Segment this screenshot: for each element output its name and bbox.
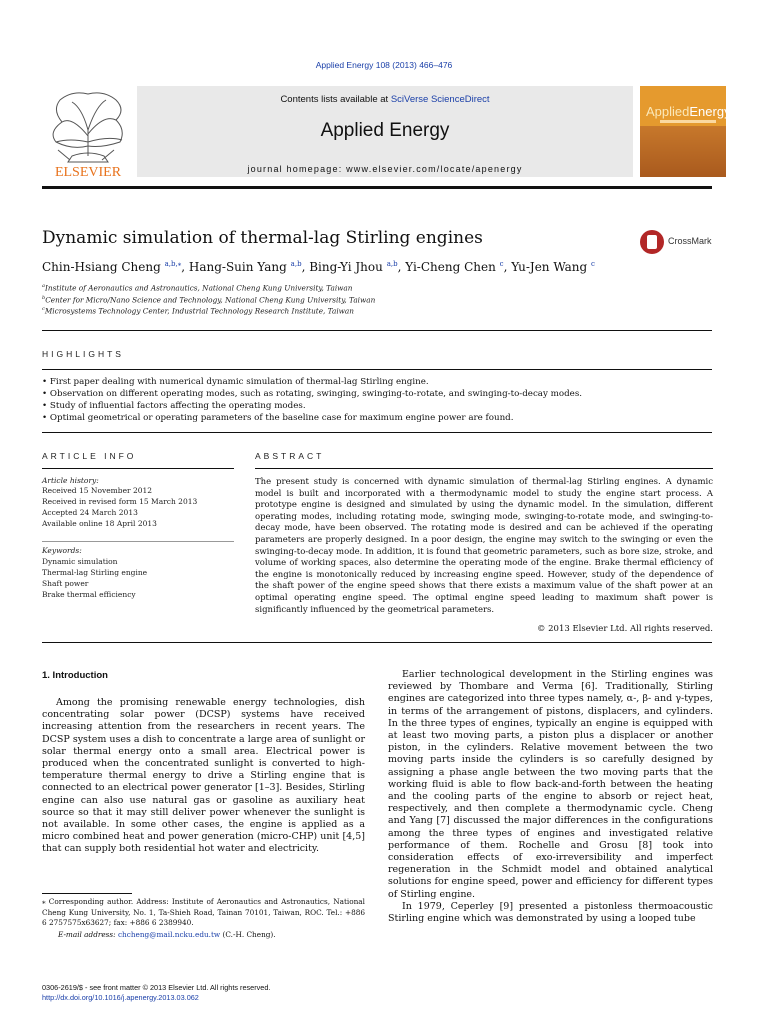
affiliation: $^b$Center for Micro/Nano Science and Technology, National Cheng Kung University, Taiwan [42, 295, 376, 305]
contents-line: Contents lists available at SciVerse ScienceDirect [280, 94, 490, 105]
affiliation: $^c$Microsystems Technology Center, Industrial Technology Research Institute, Taiwan [42, 306, 354, 316]
highlight-item: • First paper dealing with numerical dynamic simulation of thermal-lag Stirling engine. [42, 377, 429, 387]
author-name: Bing-Yi Jhou [309, 260, 383, 274]
highlights-heading: HIGHLIGHTS [42, 349, 124, 359]
sciencedirect-link[interactable]: SciVerse ScienceDirect [390, 94, 490, 105]
divider [42, 330, 712, 331]
journal-homepage[interactable]: journal homepage: www.elsevier.com/locate/apenergy [247, 164, 523, 174]
divider [255, 468, 713, 469]
history-item: Received 15 November 2012 [42, 486, 153, 495]
intro-paragraph-left: Among the promising renewable energy technologies, dish concentrating solar power (DCSP) systems have received increasing attention from the researchers in recent years. The DCSP system uses a dish to concentrate a large area of sunlight or solar thermal energy onto a small area. Electrical power is produced when the concentrated sunlight is converted to high-temperature thermal energy to drive a Stirling engine that is connected to an electrical power generator [1–3]. Besides, Stirling engine can also use natural gas or gasoline as auxiliary heat source so that it may still deliver power whenever the sunlight is not available. In some other cases, the engine is applied as a micro combined heat and power generation (micro-CHP) unit [4,5] that can supply both residential hot water and electricity. [42, 697, 365, 855]
corresponding-author-footnote: ⁎ Corresponding author. Address: Institute of Aeronautics and Astronautics, National Cheng Kung University, No. 1, Ta-Shieh Road, Tainan 70101, Taiwan, ROC. Tel.: +886 6 2757575x63627; fax: +886 6 2389940. [42, 897, 365, 927]
email-link[interactable]: chcheng@mail.ncku.edu.tw [117, 930, 221, 939]
history-label: Article history: [42, 476, 99, 485]
abstract-copyright: © 2013 Elsevier Ltd. All rights reserved. [536, 624, 713, 634]
author-name: Yu-Jen Wang [511, 260, 588, 274]
journal-header-band [137, 86, 633, 177]
section-heading: 1. Introduction [42, 670, 108, 681]
article-title: Dynamic simulation of thermal-lag Stirling engines [42, 228, 483, 248]
journal-reference[interactable]: Applied Energy 108 (2013) 466–476 [315, 60, 453, 70]
author-list: Chin-Hsiang Cheng $^{a,b,⁎}$, Hang-Suin Yang $^{a,b}$, Bing-Yi Jhou $^{a,b}$, Yi-Cheng Chen $^c$, Yu-Jen Wang $^c$ [42, 260, 595, 274]
divider [42, 468, 234, 469]
affiliation: $^a$Institute of Aeronautics and Astronautics, National Cheng Kung University, Taiwan [42, 283, 353, 293]
keyword: Dynamic simulation [42, 557, 118, 566]
author-name: Hang-Suin Yang [188, 260, 287, 274]
intro-paragraph: Earlier technological development in the Stirling engines was reviewed by Thombare and Verma [6]. Traditionally, Stirling engines are categorized into three types namely, α-, β- and γ-types, in terms of the arrangement of pistons, displacers, and cylinders. In the three types of engines, typically an engine is equipped with at least two moving parts, a piston plus a displacer or another piston, in the cylinders. Relative movement between the two moving parts inside the cylinders is so carefully designed by assigning a phase angle between the two moving parts that the working fluid is able to flow back-and-forth between the heating and the cooling parts of the engine to absorb or reject heat, respectively, and then complete a thermodynamic cycle. Cheng and Yang [7] discussed the major differences in the configurations among the three types of engines and investigated relative performance of them. Rochelle and Grosu [8] took into consideration effects of exo-irreversibility and imperfect regeneration in the Schmidt model and obtained analytical solutions for engine speed, power and efficiency for different types of Stirling engine. [388, 669, 713, 900]
divider [42, 369, 712, 370]
keyword: Thermal-lag Stirling engine [42, 568, 148, 577]
header-rule [42, 186, 712, 189]
doi-link[interactable]: http://dx.doi.org/10.1016/j.apenergy.2013.03.062 [42, 993, 199, 1002]
divider [42, 642, 712, 643]
author-name: Yi-Cheng Chen [405, 260, 496, 274]
issn-line: 0306-2619/$ - see front matter © 2013 Elsevier Ltd. All rights reserved. [42, 983, 271, 992]
history-item: Received in revised form 15 March 2013 [42, 497, 198, 506]
footnote-rule [42, 893, 132, 894]
journal-cover: AppliedEnergy [640, 86, 726, 177]
abstract-text: The present study is concerned with dynamic simulation of thermal-lag Stirling engines. A dynamic model is built and incorporated with a thermodynamic model to study the engine start process. A prototype engine is designed and simulated by using the dynamic model. In the simulation, different operating modes, including rotating mode, swinging mode, swinging-to-rotate mode, and swinging-to-decay mode, have been observed. The rotating mode is desired and can be achieved if the operating parameters are properly designed. In a poor design, the engine may switch to the swinging or even the swinging-to-decay mode. In addition, it is found that geometric parameters, such as bore size, stroke, and volume of working spaces, also determine the operating mode of the engine. Brake thermal efficiency of the engine is monotonically reduced by increasing engine speed. However, study of the dependence of the shaft power of the engine speed shows that there exists a maximum value of the shaft power at an optimal operating engine speed. The optimal engine speed leading to maximum shaft power is significantly influenced by the geometrical parameters. [255, 477, 713, 615]
history-item: Accepted 24 March 2013 [42, 508, 138, 517]
divider [42, 432, 712, 433]
keywords-label: Keywords: [42, 546, 82, 555]
article-info-heading: ARTICLE INFO [42, 451, 137, 461]
email-line: E-mail address: chcheng@mail.ncku.edu.tw (C.-H. Cheng). [58, 930, 276, 939]
crossmark-icon [640, 230, 664, 254]
highlight-item: • Observation on different operating modes, such as rotating, swinging, swinging-to-rotate, and swinging-to-decay modes. [42, 389, 582, 399]
highlight-item: • Study of influential factors affecting the operating modes. [42, 401, 306, 411]
history-item: Available online 18 April 2013 [42, 519, 157, 528]
highlight-item: • Optimal geometrical or operating parameters of the baseline case for maximum engine power are found. [42, 413, 514, 423]
intro-paragraph: In 1979, Ceperley [9] presented a pistonless thermoacoustic Stirling engine which was demonstrated by using a looped tube [388, 900, 713, 925]
svg-text:ELSEVIER: ELSEVIER [54, 165, 122, 178]
keyword: Shaft power [42, 579, 89, 588]
journal-title: Applied Energy [320, 120, 450, 141]
divider [42, 541, 234, 542]
abstract-heading: ABSTRACT [255, 451, 325, 461]
author-name: Chin-Hsiang Cheng [42, 260, 161, 274]
elsevier-logo [42, 86, 134, 178]
intro-column-right [388, 669, 713, 925]
keyword: Brake thermal efficiency [42, 590, 136, 599]
